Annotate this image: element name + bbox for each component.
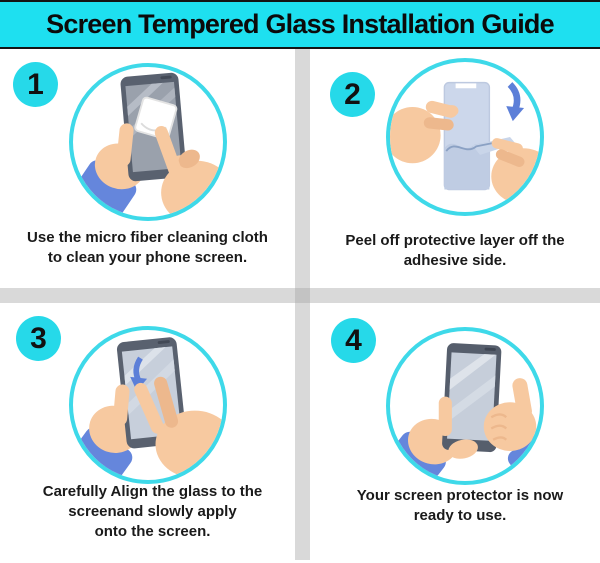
step-4-illustration-ring [386, 327, 544, 485]
step-3-number-badge [16, 316, 61, 361]
align-glass-on-screen-illustration [73, 330, 223, 480]
guide-title: Screen Tempered Glass Installation Guide [46, 9, 554, 39]
step-4-number-badge [331, 318, 376, 363]
vertical-divider [295, 49, 310, 560]
step-number: 3 [30, 321, 47, 355]
divider-intersection [295, 288, 310, 303]
right-hand-pulling-icon [491, 137, 540, 204]
caption-line: onto the screen. [94, 523, 211, 540]
step-1-caption [0, 228, 295, 268]
caption-line: Carefully Align the glass to the [42, 483, 263, 500]
step-1-illustration-ring [69, 63, 227, 221]
step-2-panel [310, 49, 600, 288]
step-number: 2 [344, 77, 361, 111]
caption-line: screenand slowly apply [68, 503, 237, 520]
thumbs-up-phone-ready-illustration [390, 331, 540, 481]
step-number: 4 [345, 323, 362, 357]
phone-cleaning-cloth-illustration [73, 67, 223, 217]
curved-down-arrow-icon [506, 85, 524, 122]
step-3-illustration-ring [69, 326, 227, 484]
peel-protective-layer-illustration [390, 62, 540, 212]
guide-header [0, 0, 600, 49]
step-1-panel [0, 49, 295, 288]
caption-line: Your screen protector is now [356, 487, 564, 504]
step-2-caption [310, 231, 600, 271]
step-1-number-badge [13, 62, 58, 107]
step-number: 1 [27, 67, 44, 101]
caption-line: to clean your phone screen. [47, 249, 248, 266]
step-4-panel [310, 303, 600, 560]
step-3-panel [0, 303, 295, 560]
step-2-illustration-ring [386, 58, 544, 216]
caption-line: Peel off protective layer off the [345, 232, 565, 249]
caption-line: adhesive side. [403, 252, 507, 269]
caption-line: Use the micro fiber cleaning cloth [27, 229, 268, 246]
caption-line: ready to use. [413, 507, 507, 524]
step-4-caption [320, 486, 600, 526]
step-3-caption [10, 482, 295, 542]
left-thumb-icon [439, 397, 452, 436]
step-2-number-badge [330, 72, 375, 117]
